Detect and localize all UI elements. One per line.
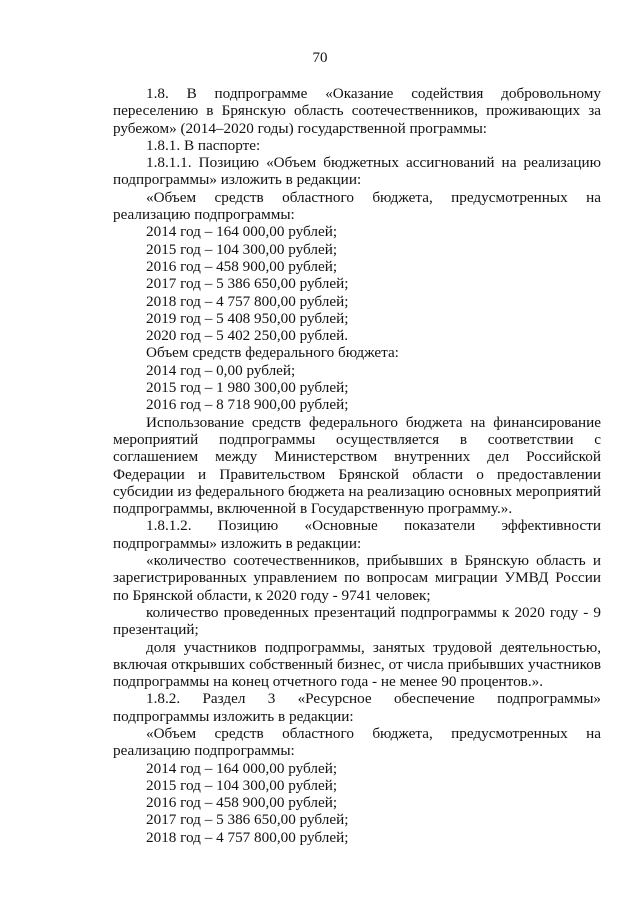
- section-1-8-intro: 1.8. В подпрограмме «Оказание содействия добровольному переселению в Брянскую область соотечественников, проживающих за рубежом» (2014–2020 годы) государственной программы:: [113, 85, 601, 137]
- regional-budget-year-2: 2014 год – 164 000,00 рублей;: [146, 759, 338, 777]
- regional-budget-heading: «Объем средств областного бюджета, предусмотренных на реализацию подпрограммы:: [113, 188, 601, 224]
- regional-budget-year-2: 2018 год – 4 757 800,00 рублей;: [146, 828, 349, 846]
- passport-heading: 1.8.1. В паспорте:: [146, 136, 261, 154]
- page-number: 70: [312, 50, 328, 66]
- regional-budget-year-2: 2015 год – 104 300,00 рублей;: [146, 776, 338, 794]
- federal-budget-heading: Объем средств федерального бюджета:: [146, 344, 399, 362]
- item-1-8-1-1: 1.8.1.1. Позицию «Объем бюджетных ассигнований на реализацию подпрограммы» изложить в редакции:: [113, 154, 601, 189]
- item-1-8-1-2: 1.8.1.2. Позицию «Основные показатели эффективности подпрограммы» изложить в редакции:: [113, 517, 601, 552]
- regional-budget-year: 2020 год – 5 402 250,00 рублей.: [146, 327, 349, 345]
- federal-budget-year: 2014 год – 0,00 рублей;: [146, 361, 296, 379]
- regional-budget-year: 2017 год – 5 386 650,00 рублей;: [146, 275, 349, 293]
- regional-budget-year: 2016 год – 458 900,00 рублей;: [146, 257, 338, 275]
- regional-budget-year: 2019 год – 5 408 950,00 рублей;: [146, 309, 349, 327]
- regional-budget-year: 2018 год – 4 757 800,00 рублей;: [146, 292, 349, 310]
- federal-budget-year: 2015 год – 1 980 300,00 рублей;: [146, 379, 349, 397]
- indicator-paragraph: количество проведенных презентаций подпрограммы к 2020 году - 9 презентаций;: [113, 603, 601, 639]
- regional-budget-heading-2: «Объем средств областного бюджета, предусмотренных на реализацию подпрограммы:: [113, 724, 601, 760]
- regional-budget-year: 2014 год – 164 000,00 рублей;: [146, 223, 338, 241]
- indicator-paragraph: доля участников подпрограммы, занятых трудовой деятельностью, включая открывших собственный бизнес, от числа прибывших участников подпрограммы на конец отчетного года - не менее 90 процентов.».: [113, 638, 601, 691]
- item-1-8-2: 1.8.2. Раздел 3 «Ресурсное обеспечение подпрограммы» подпрограммы изложить в редакции:: [113, 690, 601, 725]
- federal-usage-paragraph: Использование средств федерального бюджета на финансирование мероприятий подпрограммы осуществляется в соответствии с соглашением между Министерством внутренних дел Российской Федерации и Правительством Брянской области о предоставлении субсидии из федерального бюджета на реализацию основных мероприятий подпрограммы, включенной в Государственную программу.».: [113, 413, 601, 518]
- indicator-paragraph: «количество соотечественников, прибывших в Брянскую область и зарегистрированных управлением по вопросам миграции УМВД России по Брянской области, к 2020 году - 9741 человек;: [113, 552, 601, 604]
- federal-budget-year: 2016 год – 8 718 900,00 рублей;: [146, 396, 349, 414]
- regional-budget-year: 2015 год – 104 300,00 рублей;: [146, 240, 338, 258]
- regional-budget-year-2: 2016 год – 458 900,00 рублей;: [146, 794, 338, 812]
- regional-budget-year-2: 2017 год – 5 386 650,00 рублей;: [146, 811, 349, 829]
- document-body: [113, 85, 601, 846]
